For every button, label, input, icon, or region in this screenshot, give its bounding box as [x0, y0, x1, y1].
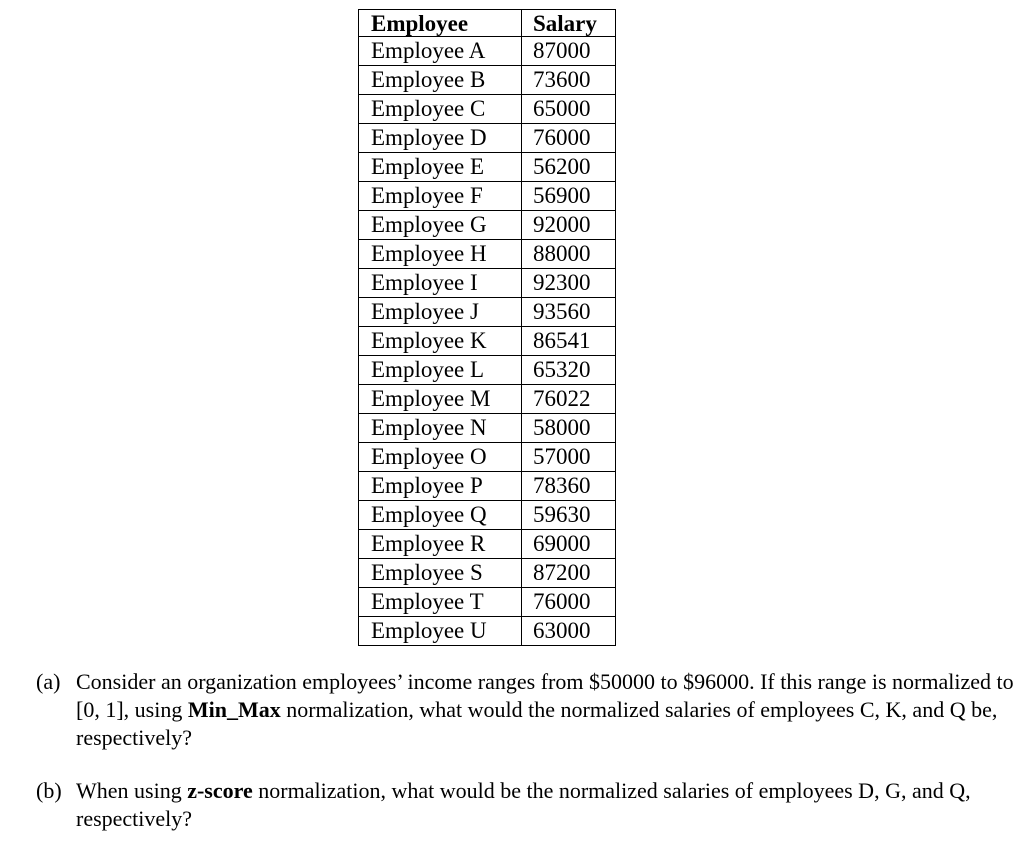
salary-cell: 76000	[522, 124, 616, 153]
salary-cell: 69000	[522, 530, 616, 559]
employee-name-cell: Employee J	[359, 298, 522, 327]
employee-name-cell: Employee F	[359, 182, 522, 211]
salary-column-header: Salary	[522, 10, 616, 37]
salary-cell: 92300	[522, 269, 616, 298]
salary-cell: 93560	[522, 298, 616, 327]
table-row	[359, 298, 616, 327]
salary-cell: 57000	[522, 443, 616, 472]
table-header-row	[359, 10, 616, 37]
employee-name-cell: Employee C	[359, 95, 522, 124]
employee-name-cell: Employee K	[359, 327, 522, 356]
salary-cell: 86541	[522, 327, 616, 356]
salary-cell: 65320	[522, 356, 616, 385]
question-a-text	[76, 668, 1021, 752]
employee-name-cell: Employee O	[359, 443, 522, 472]
salary-cell: 56200	[522, 153, 616, 182]
table-row	[359, 95, 616, 124]
salary-cell: 88000	[522, 240, 616, 269]
salary-cell: 58000	[522, 414, 616, 443]
table-row	[359, 153, 616, 182]
employee-name-cell: Employee R	[359, 530, 522, 559]
table-row	[359, 472, 616, 501]
employee-name-cell: Employee B	[359, 66, 522, 95]
question-b-method: z-score	[187, 778, 253, 803]
table-row	[359, 182, 616, 211]
question-b-text	[76, 777, 1021, 833]
question-a-text-end: normalization, what would the normalized salaries of employees C, K, and Q be, respectively?	[76, 697, 998, 750]
employee-name-cell: Employee H	[359, 240, 522, 269]
table-row	[359, 66, 616, 95]
employee-name-cell: Employee P	[359, 472, 522, 501]
employee-name-cell: Employee N	[359, 414, 522, 443]
question-b-label: (b)	[36, 778, 62, 803]
employee-name-cell: Employee I	[359, 269, 522, 298]
employee-name-cell: Employee D	[359, 124, 522, 153]
employee-name-cell: Employee Q	[359, 501, 522, 530]
question-b-text-end: normalization, what would be the normalized salaries of employees D, G, and Q, respectively?	[76, 778, 971, 831]
salary-cell: 92000	[522, 211, 616, 240]
question-a-label: (a)	[36, 669, 61, 694]
table-row	[359, 501, 616, 530]
employee-name-cell: Employee M	[359, 385, 522, 414]
table-row	[359, 588, 616, 617]
employee-name-cell: Employee A	[359, 37, 522, 66]
table-row	[359, 559, 616, 588]
salary-cell: 87000	[522, 37, 616, 66]
employee-name-cell: Employee L	[359, 356, 522, 385]
salary-cell: 76000	[522, 588, 616, 617]
table-row	[359, 414, 616, 443]
question-a-text-start: Consider an organization employees’ income ranges from $50000 to $96000. If this range is normalized to [0, 1], using	[76, 669, 1014, 722]
employee-name-cell: Employee E	[359, 153, 522, 182]
table-row	[359, 617, 616, 646]
table-row	[359, 530, 616, 559]
table-row	[359, 124, 616, 153]
salary-cell: 59630	[522, 501, 616, 530]
salary-cell: 56900	[522, 182, 616, 211]
table-body	[359, 37, 616, 646]
table-row	[359, 443, 616, 472]
employee-column-header: Employee	[359, 10, 522, 37]
table-row	[359, 327, 616, 356]
table-row	[359, 37, 616, 66]
salary-cell: 73600	[522, 66, 616, 95]
salary-cell: 63000	[522, 617, 616, 646]
question-a-method: Min_Max	[187, 697, 281, 722]
table-row	[359, 240, 616, 269]
salary-cell: 76022	[522, 385, 616, 414]
employee-name-cell: Employee U	[359, 617, 522, 646]
salary-cell: 78360	[522, 472, 616, 501]
employee-name-cell: Employee T	[359, 588, 522, 617]
question-b-text-start: When using	[76, 778, 188, 803]
table-row	[359, 269, 616, 298]
employee-name-cell: Employee G	[359, 211, 522, 240]
table-row	[359, 385, 616, 414]
salary-table	[358, 9, 616, 646]
table-row	[359, 211, 616, 240]
salary-cell: 87200	[522, 559, 616, 588]
salary-cell: 65000	[522, 95, 616, 124]
employee-name-cell: Employee S	[359, 559, 522, 588]
table-row	[359, 356, 616, 385]
